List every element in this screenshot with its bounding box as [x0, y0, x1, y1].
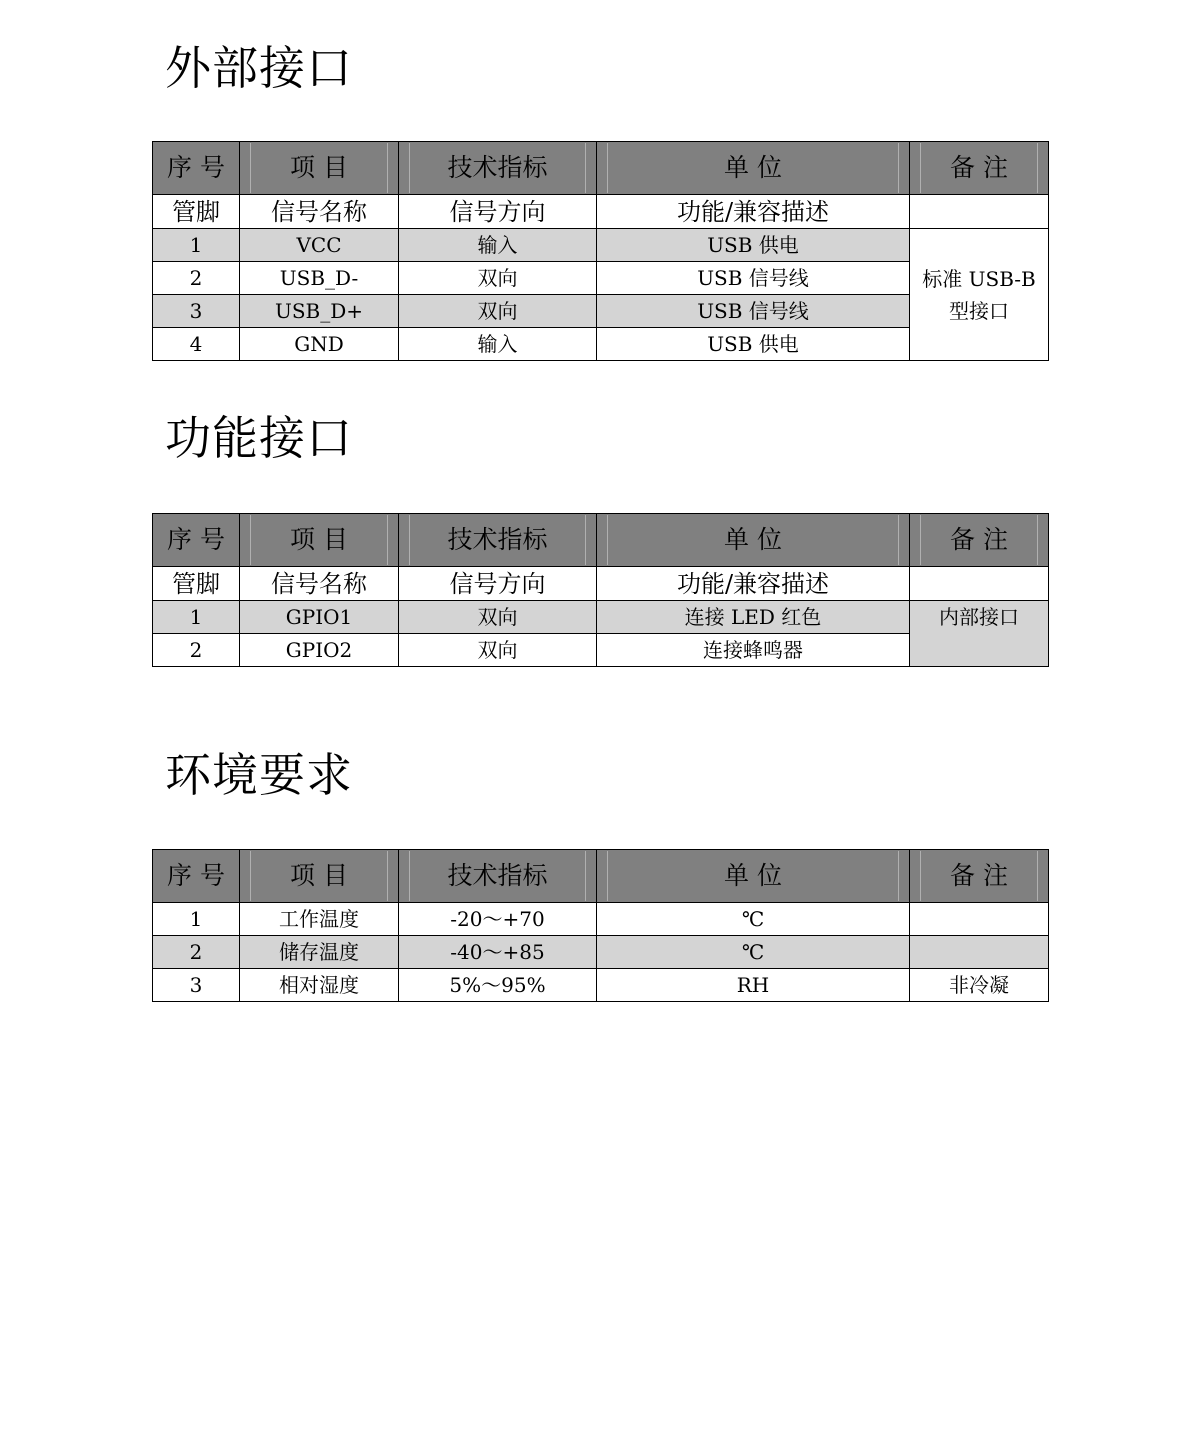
- table-cell: 1: [153, 229, 240, 262]
- table-cell: 非冷凝: [910, 969, 1049, 1002]
- table-cell: [910, 936, 1049, 969]
- header-cell-item: 项 目: [240, 142, 399, 195]
- table-cell: 3: [153, 295, 240, 328]
- subheader-cell: 功能/兼容描述: [597, 195, 910, 229]
- subheader-cell: 信号名称: [240, 567, 399, 601]
- table-cell: ℃: [597, 936, 910, 969]
- table-row: [153, 936, 1049, 969]
- table-cell: -40～+85: [399, 936, 597, 969]
- table-header-row: [153, 142, 1049, 195]
- header-cell-item: 项 目: [240, 514, 399, 567]
- environment-table: [152, 849, 1049, 1002]
- header-cell-index: 序 号: [153, 514, 240, 567]
- table-cell: 双向: [399, 634, 597, 667]
- table-cell: RH: [597, 969, 910, 1002]
- table-subheader-row: [153, 195, 1049, 229]
- header-cell-unit: 单 位: [597, 850, 910, 903]
- table-cell: 输入: [399, 229, 597, 262]
- table-row: [153, 601, 1049, 634]
- table-row: [153, 903, 1049, 936]
- subheader-cell: 管脚: [153, 195, 240, 229]
- table-cell: ℃: [597, 903, 910, 936]
- note-line: 型接口: [949, 298, 1009, 323]
- note-line: 内部接口: [939, 605, 1019, 629]
- table-cell: USB 信号线: [597, 295, 910, 328]
- header-cell-unit: 单 位: [597, 514, 910, 567]
- table-cell: GND: [240, 328, 399, 361]
- table-cell: USB 供电: [597, 229, 910, 262]
- table-cell: VCC: [240, 229, 399, 262]
- table-cell: 3: [153, 969, 240, 1002]
- table-cell: 5%～95%: [399, 969, 597, 1002]
- table-cell: 4: [153, 328, 240, 361]
- subheader-cell: 信号名称: [240, 195, 399, 229]
- note-cell-internal: [910, 601, 1049, 667]
- table-cell: [910, 903, 1049, 936]
- subheader-cell: 管脚: [153, 567, 240, 601]
- table-cell: USB 信号线: [597, 262, 910, 295]
- note-cell-usb-b: [910, 229, 1049, 361]
- functional-interface-table: [152, 513, 1049, 667]
- table-cell: 连接蜂鸣器: [597, 634, 910, 667]
- subheader-cell: 功能/兼容描述: [597, 567, 910, 601]
- header-cell-spec: 技术指标: [399, 850, 597, 903]
- section-title-environment: 环境要求: [165, 748, 353, 802]
- table-cell: 储存温度: [240, 936, 399, 969]
- table-cell: USB 供电: [597, 328, 910, 361]
- table-cell: 双向: [399, 262, 597, 295]
- table-header-row: [153, 514, 1049, 567]
- header-cell-item: 项 目: [240, 850, 399, 903]
- subheader-cell: [910, 195, 1049, 229]
- table-cell: 2: [153, 262, 240, 295]
- table-cell: GPIO1: [240, 601, 399, 634]
- table-cell: 工作温度: [240, 903, 399, 936]
- table-cell: 1: [153, 903, 240, 936]
- table-row: [153, 969, 1049, 1002]
- table-cell: 连接 LED 红色: [597, 601, 910, 634]
- table-cell: GPIO2: [240, 634, 399, 667]
- table-header-row: [153, 850, 1049, 903]
- header-cell-index: 序 号: [153, 142, 240, 195]
- note-line: 标准 USB-B: [922, 266, 1036, 291]
- section-title-external: 外部接口: [165, 41, 353, 95]
- table-cell: USB_D+: [240, 295, 399, 328]
- header-cell-unit: 单 位: [597, 142, 910, 195]
- subheader-cell: 信号方向: [399, 195, 597, 229]
- external-interface-table: [152, 141, 1049, 361]
- header-cell-spec: 技术指标: [399, 142, 597, 195]
- table-cell: 1: [153, 601, 240, 634]
- table-cell: 双向: [399, 601, 597, 634]
- table-cell: 2: [153, 634, 240, 667]
- table-cell: 输入: [399, 328, 597, 361]
- table-cell: USB_D-: [240, 262, 399, 295]
- table-cell: -20～+70: [399, 903, 597, 936]
- table-row: [153, 229, 1049, 262]
- header-cell-note: 备 注: [910, 514, 1049, 567]
- header-cell-spec: 技术指标: [399, 514, 597, 567]
- subheader-cell: [910, 567, 1049, 601]
- table-subheader-row: [153, 567, 1049, 601]
- table-cell: 相对湿度: [240, 969, 399, 1002]
- header-cell-index: 序 号: [153, 850, 240, 903]
- table-cell: 2: [153, 936, 240, 969]
- subheader-cell: 信号方向: [399, 567, 597, 601]
- table-cell: 双向: [399, 295, 597, 328]
- header-cell-note: 备 注: [910, 850, 1049, 903]
- header-cell-note: 备 注: [910, 142, 1049, 195]
- section-title-functional: 功能接口: [165, 411, 353, 465]
